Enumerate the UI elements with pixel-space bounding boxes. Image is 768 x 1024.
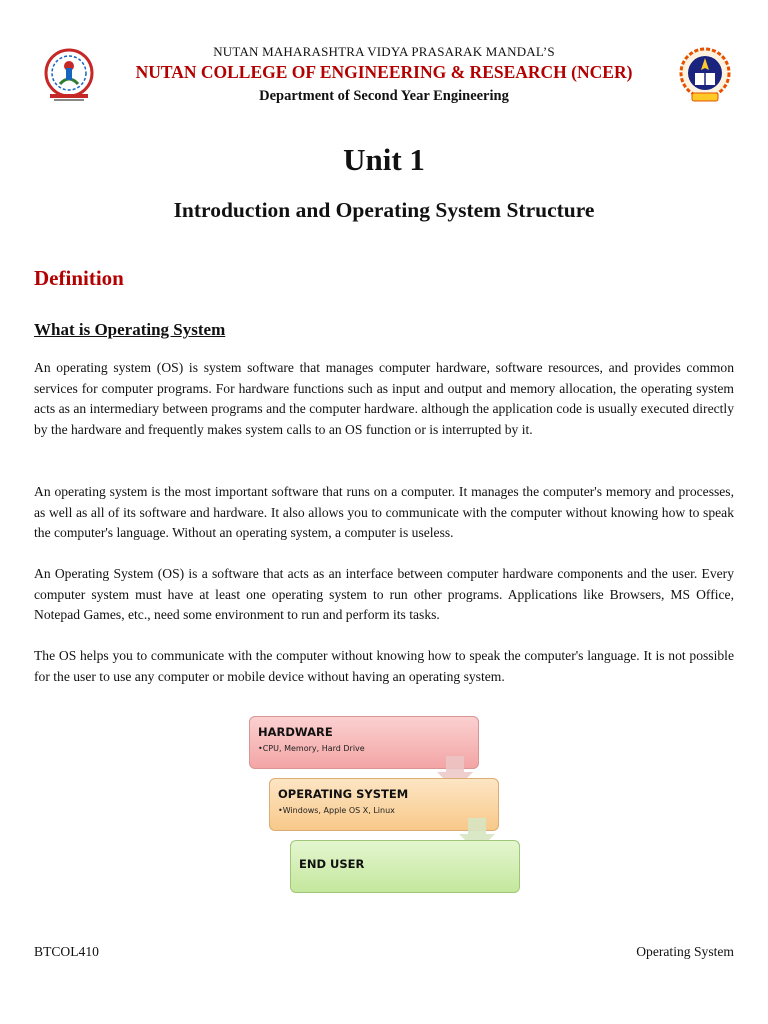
paragraph: An operating system is the most important software that runs on a computer. It manages the computer's memory and processes, as well as all of its software and hardware. It also allows you to communicate with the computer without knowing how to speak the computer's language. Without an operating system, a computer is useless. [34,484,734,540]
end-user-box [290,840,520,893]
org-name: NUTAN MAHARASHTRA VIDYA PRASARAK MANDAL’S [213,44,555,59]
hardware-title: HARDWARE [258,725,333,739]
department-name: Department of Second Year Engineering [259,88,509,104]
paragraph: An operating system (OS) is system software that manages computer hardware, software resources, and provides common services for computer programs. For hardware functions such as input and output and memory allocation, the operating system acts as an intermediary between programs and the computer hardware. although the application code is usually executed directly by the hardware and frequently makes system calls to an OS function or is interrupted by it. [34,360,734,437]
os-detail: •Windows, Apple OS X, Linux [278,806,395,815]
emblem-logo-icon [678,46,732,104]
os-title: OPERATING SYSTEM [278,787,409,801]
page-subtitle: Introduction and Operating System Structure [173,198,595,222]
paragraph: An Operating System (OS) is a software that acts as an interface between computer hardware components and the user. Every computer system must have at least one operating system to run other programs. Applications like Browsers, MS Office, Notepad Games, etc., need some environment to run and perform its tasks. [34,566,734,622]
course-code: BTCOL410 [34,944,99,959]
page-header [0,0,768,120]
section-heading: Definition [34,266,124,290]
section-subheading: What is Operating System [34,320,226,339]
hardware-detail: •CPU, Memory, Hard Drive [258,744,365,753]
college-name: NUTAN COLLEGE OF ENGINEERING & RESEARCH (NCER) [135,62,633,82]
unit-title: Unit 1 [343,142,425,177]
course-name: Operating System [636,944,734,959]
paragraph: The OS helps you to communicate with the computer without knowing how to speak the computer's language. It is not possible for the user to use any computer or mobile device without having an operating system. [34,648,734,684]
end-user-title: END USER [299,857,365,871]
